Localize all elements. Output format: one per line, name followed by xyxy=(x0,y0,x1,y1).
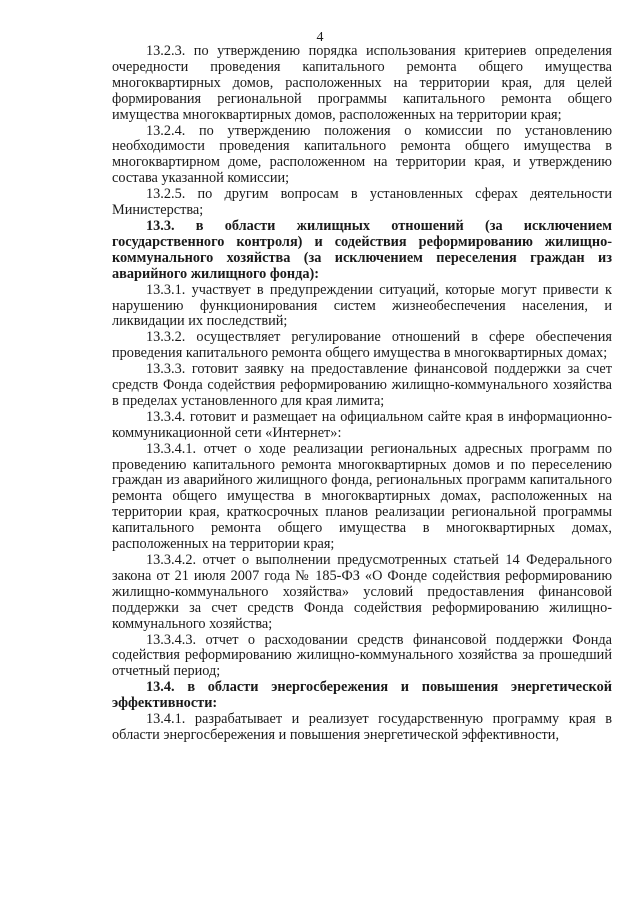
body-paragraph: 13.3.1. участвует в предупреждении ситуаций, которые могут привести к нарушению функционирования систем жизнеобеспечения населения, и ликвидации их последствий; xyxy=(112,281,612,330)
section-heading-paragraph: 13.3. в области жилищных отношений (за исключением государственного контроля) и содействия реформированию жилищно-коммунального хозяйства (за исключением переселения граждан из аварийного жилищного фонда): xyxy=(112,217,612,282)
body-paragraph: 13.3.4.2. отчет о выполнении предусмотренных статьей 14 Федерального закона от 21 июля 2007 года № 185-ФЗ «О Фонде содействия реформированию жилищно-коммунального хозяйства» условий предоставления финансовой поддержки за счет средств Фонда содействия реформированию жилищно-коммунального хозяйства; xyxy=(112,552,612,632)
body-paragraph: 13.2.3. по утверждению порядка использования критериев определения очередности проведения капитального ремонта общего имущества многоквартирных домов, расположенных на территории края, для целей формирования региональной программы капитального ремонта общего имущества многоквартирных домов, расположенных на территории края; xyxy=(112,43,612,123)
body-paragraph: 13.3.3. готовит заявку на предоставление финансовой поддержки за счет средств Фонда содействия реформированию жилищно-коммунального хозяйства в пределах установленного для края лимита; xyxy=(112,361,612,409)
body-paragraph: 13.4.1. разрабатывает и реализует государственную программу края в области энергосбережения и повышения энергетической эффективности, xyxy=(112,711,612,743)
body-paragraph: 13.2.4. по утверждению положения о комиссии по установлению необходимости проведения капитального ремонта общего имущества в многоквартирном доме, расположенном на территории края, и утверждению состава указанной комиссии; xyxy=(112,122,612,187)
body-paragraph: 13.3.2. осуществляет регулирование отношений в сфере обеспечения проведения капитального ремонта общего имущества в многоквартирных домах; xyxy=(112,329,612,362)
body-paragraph: 13.3.4. готовит и размещает на официальном сайте края в информационно-коммуникационной сети «Интернет»: xyxy=(112,408,612,441)
body-paragraph: 13.2.5. по другим вопросам в установленных сферах деятельности Министерства; xyxy=(112,186,612,219)
section-heading-paragraph: 13.4. в области энергосбережения и повышения энергетической эффективности: xyxy=(112,679,612,712)
document-body xyxy=(112,44,612,744)
body-paragraph: 13.3.4.1. отчет о ходе реализации региональных адресных программ по проведению капитального ремонта многоквартирных домов и по переселению граждан из аварийного жилищного фонда, региональных программ капитального ремонта общего имущества в многоквартирных домах, расположенных на территории края, краткосрочных планов реализации региональной программы капитального ремонта общего имущества в многоквартирных домах, расположенных на территории края; xyxy=(112,440,612,553)
body-paragraph: 13.3.4.3. отчет о расходовании средств финансовой поддержки Фонда содействия реформированию жилищно-коммунального хозяйства за прошедший отчетный период; xyxy=(112,631,612,680)
page-number: 4 xyxy=(316,30,324,45)
